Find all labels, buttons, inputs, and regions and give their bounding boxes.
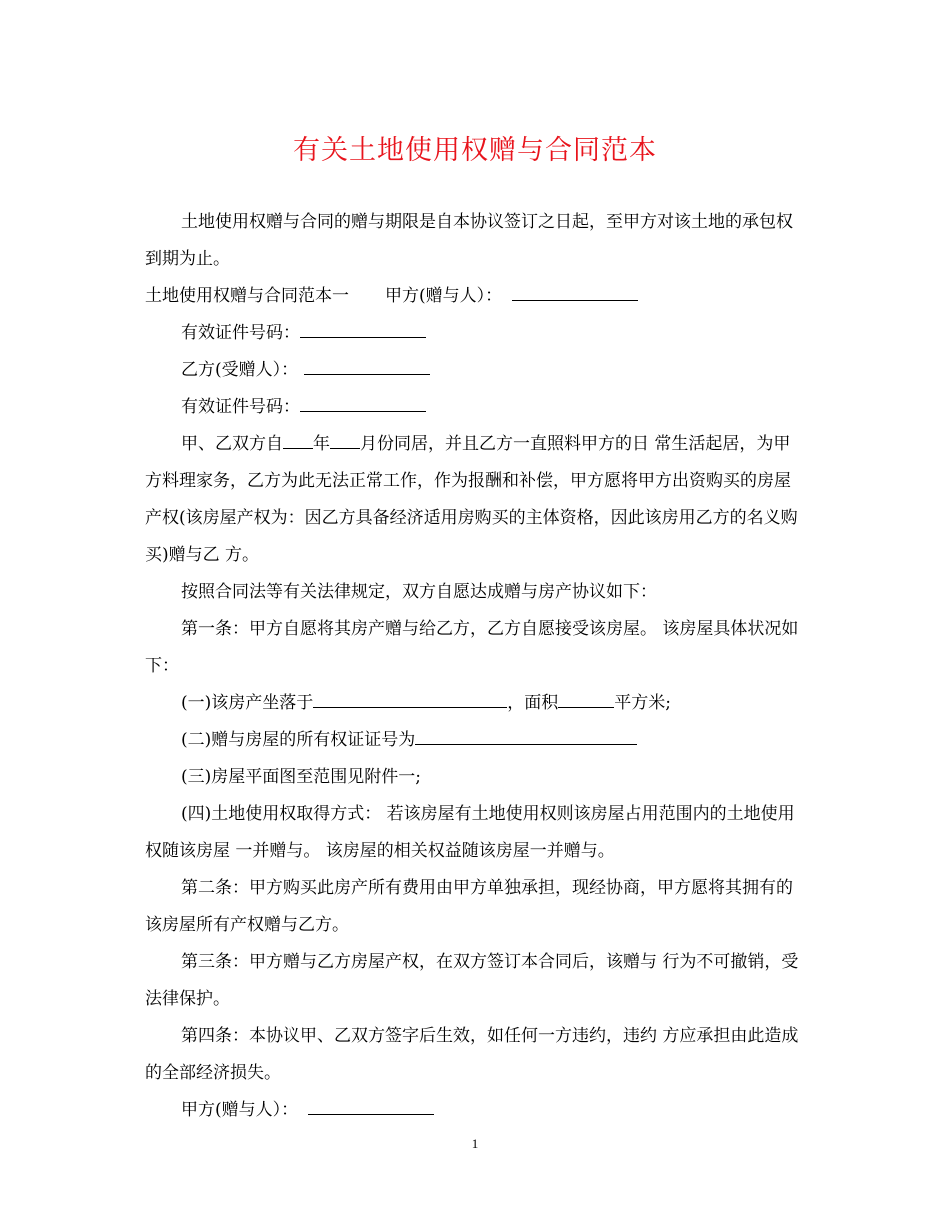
article-1-paragraph: 第一条：甲方自愿将其房产赠与给乙方，乙方自愿接受该房屋。 该房屋具体状况如下： [145,619,799,676]
page-number: 1 [471,1136,479,1151]
location-blank[interactable] [313,687,507,708]
party-a-label: 甲方(赠与人）： [385,286,503,306]
party-b-label: 乙方(受赠人）： [181,360,299,380]
item-1-text-b: ，面积 [507,693,559,713]
sign-a-label: 甲方(赠与人）： [181,1100,299,1120]
sample-line [145,278,807,315]
item-1-line [145,685,807,722]
party-a-blank[interactable] [512,280,638,301]
background-text-3: 月份同居，并且乙方一直照料甲方的日 常生活起居，为甲方料理家务，乙方为此无法正常工作，作为报酬和补偿，甲方愿将甲方出资购买的房屋产权(该房屋产权为：因乙方具备经济适用房购买的主体资格，因此该房用乙方的名义购买)赠与乙 方。 [145,434,798,565]
year-blank[interactable] [283,428,313,449]
item-2-text: (二)赠与房屋的所有权证证号为 [181,730,416,750]
background-text-1: 甲、乙双方自 [181,434,283,454]
article-2-paragraph: 第二条：甲方购买此房产所有费用由甲方单独承担，现经协商，甲方愿将其拥有的该房屋所有产权赠与乙方。 [145,878,793,935]
document-title: 有关土地使用权赠与合同范本 [293,135,657,166]
month-blank[interactable] [330,428,360,449]
sample-label: 土地使用权赠与合同范本一 [145,286,349,306]
id-a-line [145,315,807,352]
sign-a-blank[interactable] [308,1094,434,1115]
id-b-line [145,389,807,426]
item-3-paragraph: (三)房屋平面图至范围见附件一; [181,767,421,787]
article-3-paragraph: 第三条：甲方赠与乙方房屋产权，在双方签订本合同后，该赠与 行为不可撤销，受法律保护。 [145,952,799,1009]
item-2-line [145,722,807,759]
area-blank[interactable] [558,687,614,708]
id-a-blank[interactable] [300,317,426,338]
item-4-paragraph: (四)土地使用权取得方式： 若该房屋有土地使用权则该房屋占用范围内的土地使用权随该房屋 一并赠与。 该房屋的相关权益随该房屋一并赠与。 [145,804,795,861]
background-text-2: 年 [313,434,330,454]
legal-basis-paragraph: 按照合同法等有关法律规定，双方自愿达成赠与房产协议如下： [181,582,657,602]
sign-a-line [145,1092,807,1129]
background-paragraph [145,426,807,574]
certificate-blank[interactable] [415,724,637,745]
party-b-blank[interactable] [304,354,430,375]
id-a-label: 有效证件号码： [181,323,300,343]
intro-paragraph: 土地使用权赠与合同的赠与期限是自本协议签订之日起，至甲方对该土地的承包权到期为止。 [145,212,793,269]
id-b-label: 有效证件号码： [181,397,300,417]
id-b-blank[interactable] [300,391,426,412]
article-4-paragraph: 第四条：本协议甲、乙双方签字后生效，如任何一方违约，违约 方应承担由此造成的全部经济损失。 [145,1026,799,1083]
item-1-text-c: 平方米; [614,693,671,713]
party-b-line [145,352,807,389]
document-body [145,204,807,1129]
item-1-text-a: (一)该房产坐落于 [181,693,314,713]
